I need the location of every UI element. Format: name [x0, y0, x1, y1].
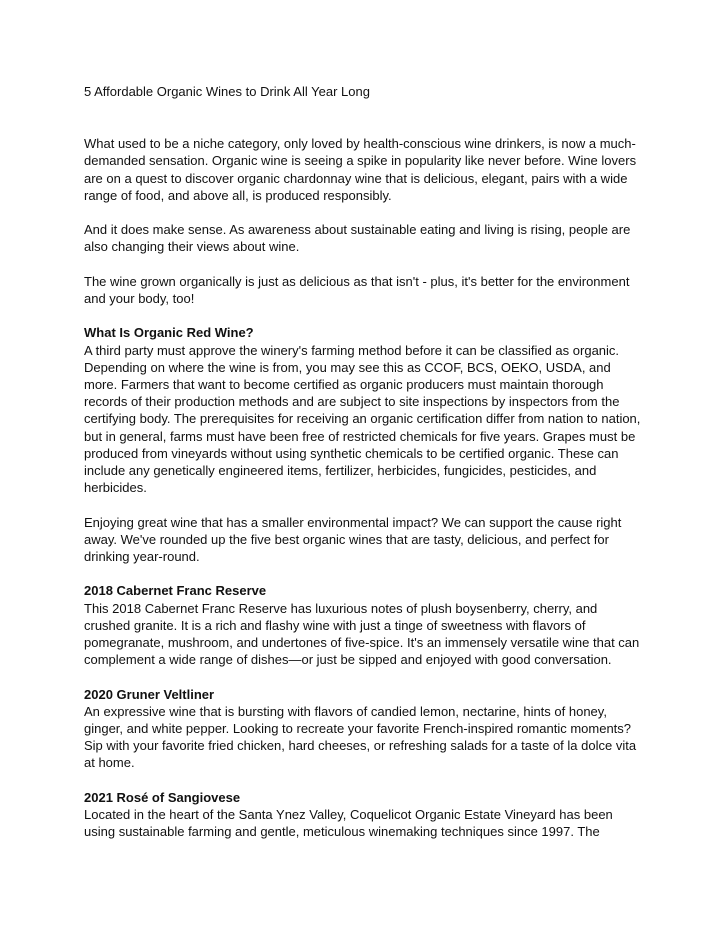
section-rose-sangiovese — [84, 789, 644, 841]
section-gruner-veltliner — [84, 686, 644, 772]
section-body: Located in the heart of the Santa Ynez Valley, Coquelicot Organic Estate Vineyard has been using sustainable farming and gentle, meticulous winemaking techniques since 1997. The — [84, 807, 613, 840]
intro-paragraph-3: The wine grown organically is just as delicious as that isn't - plus, it's better for the environment and your body, too! — [84, 273, 630, 306]
intro-paragraph-2: And it does make sense. As awareness about sustainable eating and living is rising, people are also changing their views about wine. — [84, 222, 631, 255]
section-heading: 2018 Cabernet Franc Reserve — [84, 583, 267, 599]
section-heading: 2020 Gruner Veltliner — [84, 686, 215, 702]
intro-paragraph-1: What used to be a niche category, only loved by health-conscious wine drinkers, is now a much-demanded sensation. Organic wine is seeing a spike in popularity like never before. Wine lovers are on a quest to discover organic chardonnay wine that is delicious, elegant, pairs with a wide range of food, and above all, is produced responsibly. — [84, 136, 637, 203]
section-heading: 2021 Rosé of Sangiovese — [84, 789, 241, 805]
document-title: 5 Affordable Organic Wines to Drink All Year Long — [84, 84, 370, 99]
section-organic-red-wine — [84, 324, 644, 496]
section-cabernet-franc — [84, 582, 644, 668]
section-body: A third party must approve the winery's farming method before it can be classified as organic. Depending on where the wine is from, you may see this as CCOF, BCS, OEKO, USDA, and more. Farmers that want to become certified as organic producers must maintain thorough records of their production methods and are subject to site inspections by inspectors from the certifying body. The prerequisites for receiving an organic certification differ from nation to nation, but in general, farms must have been free of restricted chemicals for five years. Grapes must be produced from vineyards without using synthetic chemicals to be certified organic. These can include any genetically engineered items, fertilizer, herbicides, fungicides, pesticides, and herbicides. — [84, 342, 641, 496]
document-page — [84, 83, 644, 858]
section-heading: What Is Organic Red Wine? — [84, 325, 254, 341]
section-support-cause — [84, 514, 644, 566]
section-body: This 2018 Cabernet Franc Reserve has luxurious notes of plush boysenberry, cherry, and crushed granite. It is a rich and flashy wine with just a tinge of sweetness with flavors of pomegranate, mushroom, and undertones of five-spice. It's an immensely versatile wine that can complement a wide range of dishes—or just be sipped and enjoyed with good conversation. — [84, 600, 640, 668]
section-body: Enjoying great wine that has a smaller environmental impact? We can support the cause right away. We've rounded up the five best organic wines that are tasty, delicious, and perfect for drinking year-round. — [84, 514, 622, 565]
section-body: An expressive wine that is bursting with flavors of candied lemon, nectarine, hints of honey, ginger, and white pepper. Looking to recreate your favorite French-inspired romantic moments? Sip with your favorite fried chicken, hard cheeses, or refreshing salads for a taste of la dolce vita at home. — [84, 703, 637, 771]
